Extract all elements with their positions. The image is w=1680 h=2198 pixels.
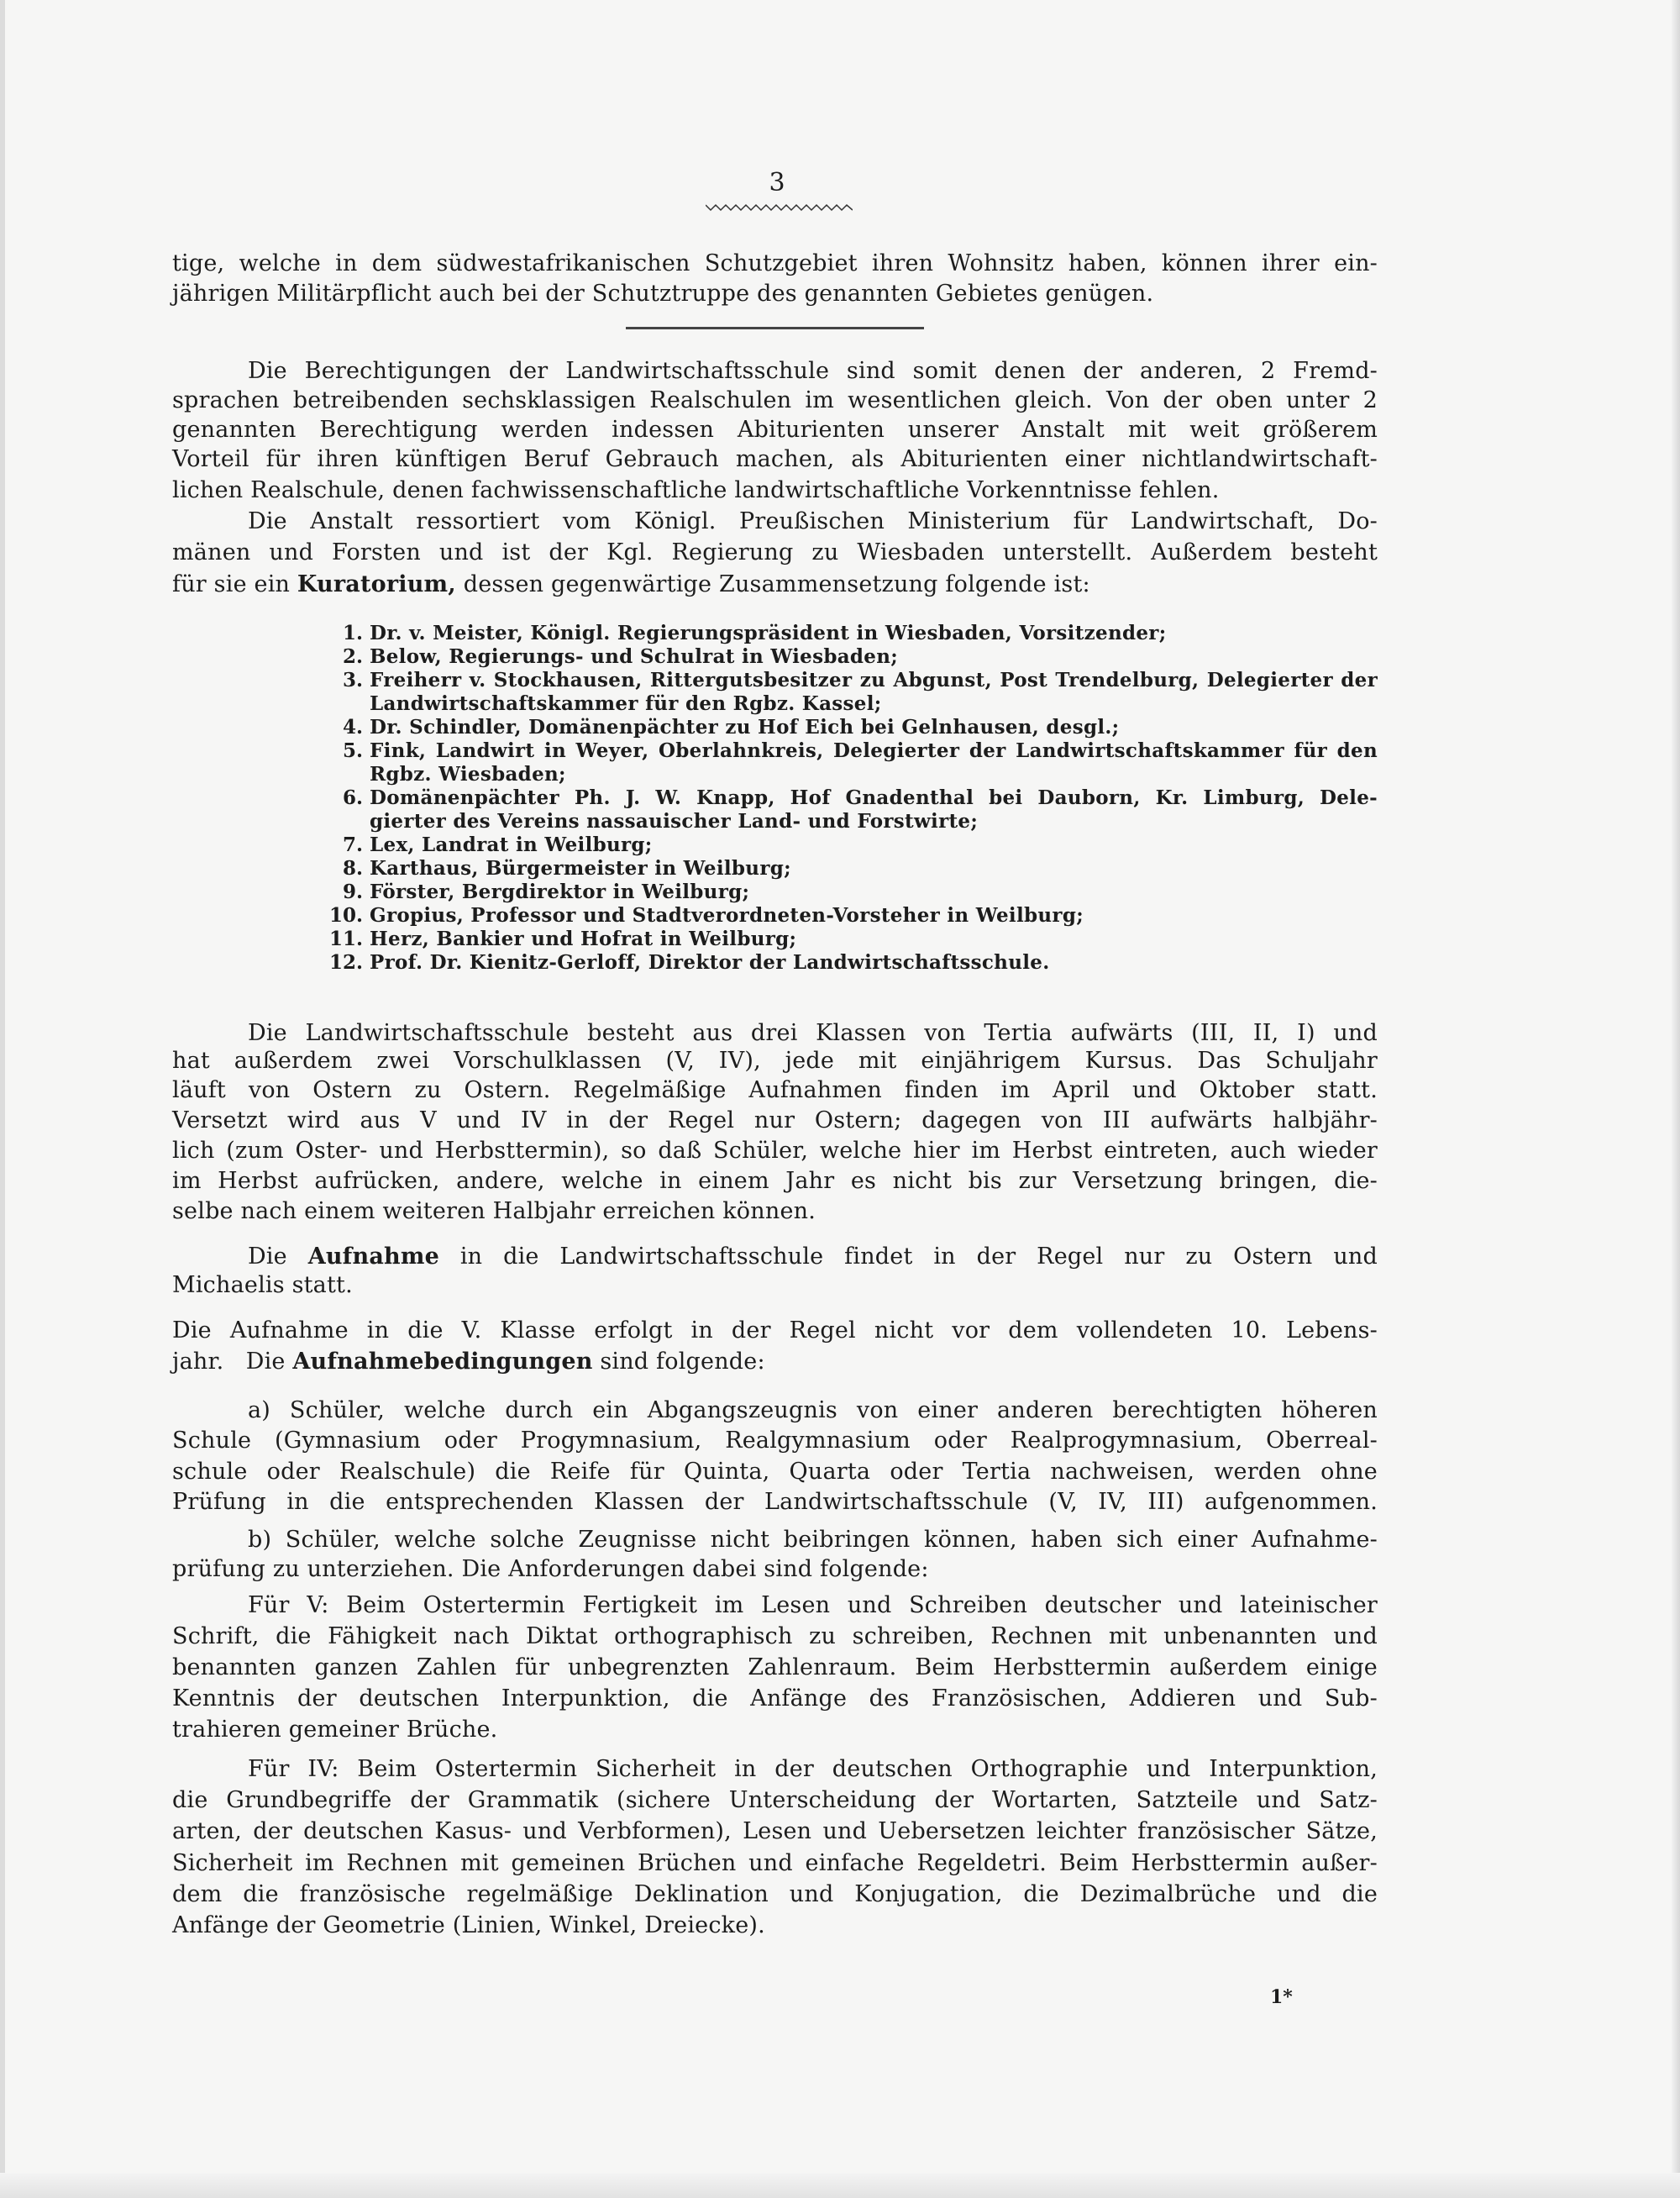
wavy-ornament [706,202,853,212]
text-line [172,570,1378,600]
text-line: jährigen Militärpflicht auch bei der Schutztruppe des genannten Gebietes genügen. [172,281,1154,307]
text-run: dessen gegenwärtige Zusammensetzung folgende ist: [455,571,1090,597]
text-line: selbe nach einem weiteren Halbjahr erreichen können. [172,1198,816,1224]
list-item: Prof. Dr. Kienitz-Gerloff, Direktor der Landwirtschaftsschule. [370,951,1050,974]
text-line: lich (zum Oster- und Herbsttermin), so daß Schüler, welche hier im Herbst eintreten, auch wieder [172,1138,1378,1164]
list-number: 10. [328,904,363,927]
text-line: genannten Berechtigung werden indessen Abiturienten unserer Anstalt mit weit größerem [172,417,1378,443]
list-item: Lex, Landrat in Weilburg; [370,833,653,856]
text-line: a) Schüler, welche durch ein Abgangszeugnis von einer anderen berechtigten höheren [248,1397,1378,1423]
text-line [172,1347,1378,1377]
text-line: Die Anstalt ressortiert vom Königl. Preußischen Ministerium für Landwirtschaft, Do- [248,508,1378,534]
text-line: arten, der deutschen Kasus- und Verbformen), Lesen und Uebersetzen leichter französischer Sätze, [172,1818,1378,1844]
text-line: Versetzt wird aus V und IV in der Regel nur Ostern; dagegen von III aufwärts halbjähr- [172,1107,1378,1133]
list-number: 4. [342,716,363,739]
list-number: 1. [342,622,363,644]
scan-left-edge [0,0,5,2198]
text-line: b) Schüler, welche solche Zeugnisse nicht beibringen können, haben sich einer Aufnahme- [248,1527,1378,1553]
text-line: Anfänge der Geometrie (Linien, Winkel, Dreiecke). [172,1912,765,1938]
list-number: 8. [342,857,363,880]
text-line: lichen Realschule, denen fachwissenschaftliche landwirtschaftliche Vorkenntnisse fehlen. [172,477,1220,503]
scan-right-edge [1672,0,1680,2198]
list-number: 5. [342,739,363,762]
text-line: mänen und Forsten und ist der Kgl. Regierung zu Wiesbaden unterstellt. Außerdem besteht [172,539,1378,565]
list-item-continuation: gierter des Vereins nassauischer Land- und Forstwirte; [370,810,979,833]
text-line: Kenntnis der deutschen Interpunktion, die Anfänge des Französischen, Addieren und Sub- [172,1685,1378,1712]
list-item: Förster, Bergdirektor in Weilburg; [370,881,750,903]
list-number: 7. [342,833,363,856]
text-line: benannten ganzen Zahlen für unbegrenzten Zahlenraum. Beim Herbsttermin außerdem einige [172,1654,1378,1680]
scan-bottom-edge [0,2173,1680,2198]
text-line: Für V: Beim Ostertermin Fertigkeit im Lesen und Schreiben deutscher und lateinischer [248,1592,1378,1618]
list-number: 6. [342,786,363,809]
page-number: 3 [769,168,785,197]
text-line: Schrift, die Fähigkeit nach Diktat orthographisch zu schreiben, Rechnen mit unbenannten und [172,1623,1378,1649]
text-line: Die Landwirtschaftsschule besteht aus drei Klassen von Tertia aufwärts (III, II, I) und [248,1020,1378,1046]
list-number: 11. [328,928,363,950]
list-item-continuation: Landwirtschaftskammer für den Rgbz. Kassel; [370,692,882,715]
list-number: 2. [342,645,363,668]
text-line: trahieren gemeiner Brüche. [172,1717,498,1743]
text-line: Prüfung in die entsprechenden Klassen der Landwirtschaftsschule (V, IV, III) aufgenommen. [172,1489,1378,1515]
list-item-continuation: Rgbz. Wiesbaden; [370,763,566,786]
text-line: hat außerdem zwei Vorschulklassen (V, IV), jede mit einjährigem Kursus. Das Schuljahr [172,1048,1378,1074]
list-number: 3. [342,669,363,691]
list-number: 9. [342,881,363,903]
text-line: Die Berechtigungen der Landwirtschaftsschule sind somit denen der anderen, 2 Fremd- [248,358,1378,384]
text-line: im Herbst aufrücken, andere, welche in einem Jahr es nicht bis zur Versetzung bringen, die- [172,1168,1378,1194]
list-item: Freiherr v. Stockhausen, Rittergutsbesitzer zu Abgunst, Post Trendelburg, Delegierter der [370,669,1378,691]
text-run: sind folgende: [592,1349,765,1375]
text-line: prüfung zu unterziehen. Die Anforderungen dabei sind folgende: [172,1556,929,1582]
text-line: läuft von Ostern zu Ostern. Regelmäßige Aufnahmen finden im April und Oktober statt. [172,1077,1378,1103]
printer-signature-mark: 1* [1270,1986,1293,2008]
text-line: Die Aufnahme in die V. Klasse erfolgt in der Regel nicht vor dem vollendeten 10. Lebens- [172,1317,1378,1344]
list-item: Karthaus, Bürgermeister in Weilburg; [370,857,791,880]
text-line: Sicherheit im Rechnen mit gemeinen Brüchen und einfache Regeldetri. Beim Herbsttermin außer- [172,1850,1378,1876]
list-item: Gropius, Professor und Stadtverordneten-Vorsteher in Weilburg; [370,904,1084,927]
term-aufnahme: Aufnahme [307,1244,439,1270]
text-line: Schule (Gymnasium oder Progymnasium, Realgymnasium oder Realprogymnasium, Oberreal- [172,1428,1378,1454]
term-aufnahmebedingungen: Aufnahmebedingungen [292,1349,593,1375]
list-number: 12. [328,951,363,974]
text-run: jahr. Die [172,1349,293,1375]
text-line: dem die französische regelmäßige Deklination und Konjugation, die Dezimalbrüche und die [172,1881,1378,1907]
section-separator [626,327,924,329]
text-line: sprachen betreibenden sechsklassigen Realschulen im wesentlichen gleich. Von der oben unter 2 [172,387,1378,413]
text-line: Für IV: Beim Ostertermin Sicherheit in der deutschen Orthographie und Interpunktion, [248,1756,1378,1782]
text-line [248,1242,1378,1272]
text-line: Michaelis statt. [172,1272,353,1298]
list-item: Fink, Landwirt in Weyer, Oberlahnkreis, Delegierter der Landwirtschaftskammer für den [370,739,1378,762]
text-line: tige, welche in dem südwestafrikanischen Schutzgebiet ihren Wohnsitz haben, können ihrer ein- [172,250,1378,276]
text-line: die Grundbegriffe der Grammatik (sichere Unterscheidung der Wortarten, Satzteile und Satz- [172,1787,1378,1813]
text-line: schule oder Realschule) die Reife für Quinta, Quarta oder Tertia nachweisen, werden ohne [172,1459,1378,1485]
list-item: Domänenpächter Ph. J. W. Knapp, Hof Gnadenthal bei Dauborn, Kr. Limburg, Dele- [370,786,1378,809]
list-item: Herz, Bankier und Hofrat in Weilburg; [370,928,797,950]
text-line: Vorteil für ihren künftigen Beruf Gebrauch machen, als Abiturienten einer nichtlandwirtschaft- [172,446,1378,472]
list-item: Below, Regierungs- und Schulrat in Wiesbaden; [370,645,899,668]
term-kuratorium: Kuratorium, [297,571,456,597]
text-run: in die Landwirtschaftsschule findet in der Regel nur zu Ostern und [439,1244,1378,1270]
text-run: Die [248,1244,308,1270]
list-item: Dr. Schindler, Domänenpächter zu Hof Eich bei Gelnhausen, desgl.; [370,716,1120,739]
text-run: für sie ein [172,571,297,597]
list-item: Dr. v. Meister, Königl. Regierungspräsident in Wiesbaden, Vorsitzender; [370,622,1167,644]
